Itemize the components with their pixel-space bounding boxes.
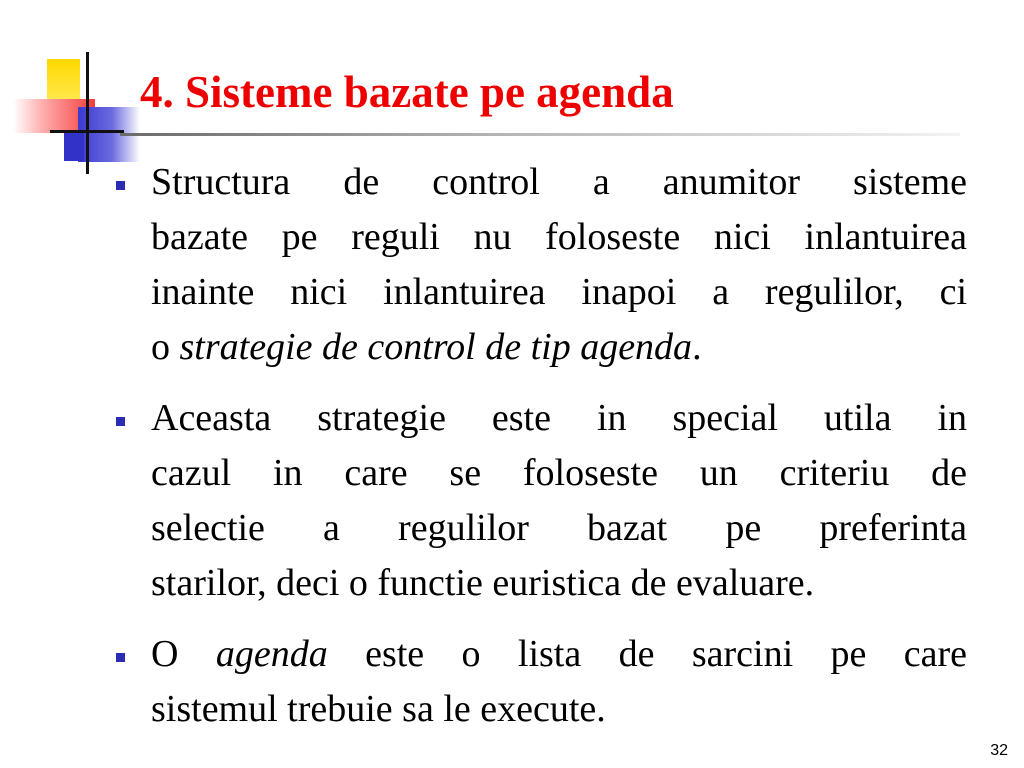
- bullet-text: [151, 627, 967, 737]
- bullet-line: [151, 627, 967, 682]
- bullet-item: [111, 155, 967, 375]
- emphasized-phrase: strategie de control de tip agenda: [179, 326, 693, 368]
- bullet-text: [151, 155, 967, 375]
- bullet-item: [111, 627, 967, 737]
- logo-blue-block: [64, 133, 84, 161]
- emphasized-word: agenda: [215, 633, 328, 675]
- bullet-line: Aceasta strategie este in special utila in: [151, 397, 967, 439]
- bullet-item: [111, 391, 967, 611]
- logo-horizontal-line: [50, 130, 124, 133]
- bullet-text-prefix: o: [151, 326, 180, 368]
- bullet-line: inainte nici inlantuirea inapoi a regulilor, ci: [151, 271, 967, 313]
- title-underline: [120, 133, 960, 136]
- logo-vertical-line: [86, 52, 89, 174]
- bullet-text: [151, 391, 967, 611]
- bullet-list: [111, 155, 967, 753]
- logo-yellow-square: [47, 59, 80, 99]
- bullet-square-icon: [111, 627, 151, 737]
- slide-number: 32: [990, 742, 1008, 759]
- bullet-line: Structura de control a anumitor sisteme: [151, 161, 967, 203]
- slide-title: 4. Sisteme bazate pe agenda: [140, 67, 674, 117]
- bullet-text-suffix: .: [692, 326, 702, 368]
- bullet-square-icon: [111, 391, 151, 611]
- bullet-text-suffix: este o lista de sarcini pe care: [327, 633, 967, 675]
- bullet-square-icon: [111, 155, 151, 375]
- bullet-line: cazul in care se foloseste un criteriu de: [151, 452, 967, 494]
- bullet-line: sistemul trebuie sa le execute.: [151, 688, 606, 730]
- bullet-text-prefix: O: [151, 633, 216, 675]
- bullet-line: starilor, deci o functie euristica de evaluare.: [151, 562, 815, 604]
- bullet-line: [151, 320, 967, 375]
- bullet-line: selectie a regulilor bazat pe preferinta: [151, 507, 967, 549]
- bullet-line: bazate pe reguli nu foloseste nici inlantuirea: [151, 216, 967, 258]
